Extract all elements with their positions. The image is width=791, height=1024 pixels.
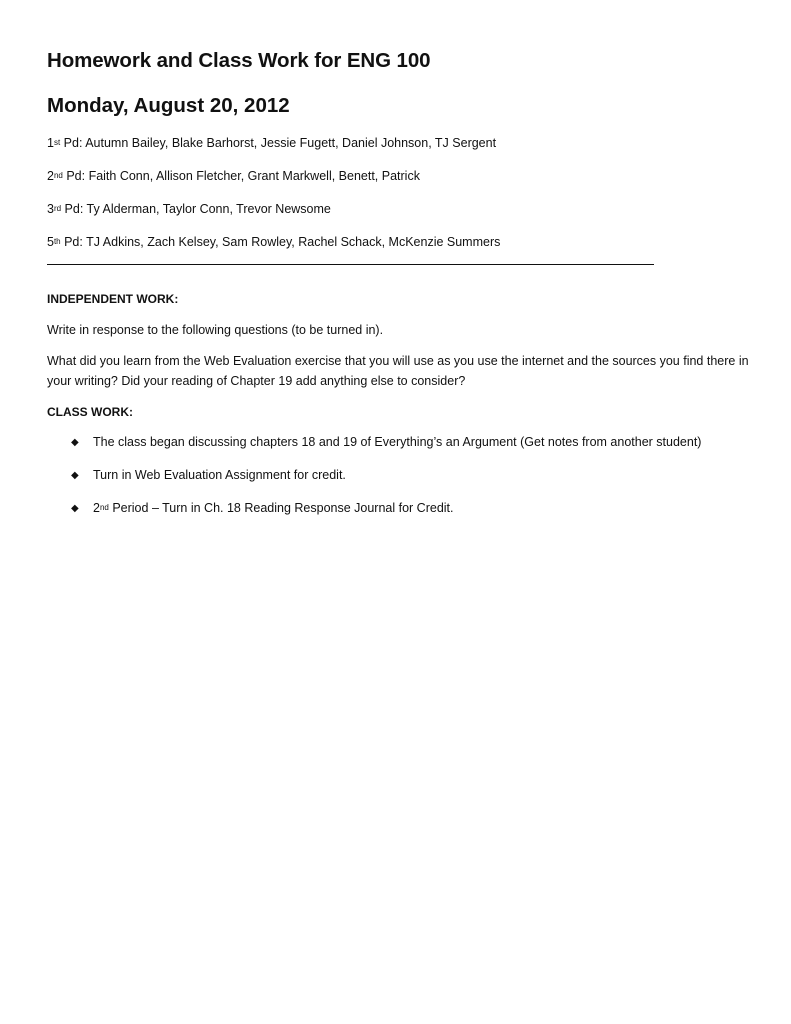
diamond-bullet-icon: ◆ xyxy=(71,437,79,448)
independent-work-heading: INDEPENDENT WORK: xyxy=(47,292,179,306)
ordinal-suffix: nd xyxy=(99,503,109,512)
period-number: 2 xyxy=(47,169,54,183)
roster-line-3rd-period xyxy=(47,202,757,217)
diamond-bullet-icon: ◆ xyxy=(71,470,79,481)
document-title: Homework and Class Work for ENG 100 xyxy=(47,49,431,72)
period-students: Pd: Faith Conn, Allison Fletcher, Grant Markwell, Benett, Patrick xyxy=(62,169,420,183)
horizontal-divider xyxy=(47,264,654,265)
period-roster xyxy=(47,136,757,250)
period-ordinal-suffix: nd xyxy=(53,171,63,180)
independent-work-instruction: Write in response to the following questions (to be turned in). xyxy=(47,323,384,337)
list-item-text: Turn in Web Evaluation Assignment for credit. xyxy=(93,468,346,482)
document-date: Monday, August 20, 2012 xyxy=(47,94,290,117)
document-page xyxy=(47,46,757,534)
period-number: 5 xyxy=(47,235,54,249)
list-item xyxy=(47,501,757,516)
roster-line-5th-period xyxy=(47,235,757,250)
period-number: 3 xyxy=(47,202,54,216)
independent-work-prompt: What did you learn from the Web Evaluation exercise that you will use as you use the internet and the sources you find there in your writing? Did your reading of Chapter 19 add anything else to consider? xyxy=(47,354,749,388)
list-item xyxy=(47,468,757,483)
period-ordinal-suffix: rd xyxy=(53,204,62,213)
list-item xyxy=(47,435,757,450)
diamond-bullet-icon: ◆ xyxy=(71,503,79,514)
list-item-text: Period – Turn in Ch. 18 Reading Response Journal for Credit. xyxy=(108,501,454,515)
roster-line-1st-period xyxy=(47,136,757,151)
period-number: 1 xyxy=(47,136,54,150)
class-work-heading: CLASS WORK: xyxy=(47,405,133,419)
period-students: Pd: Ty Alderman, Taylor Conn, Trevor Newsome xyxy=(61,202,331,216)
period-ordinal-suffix: st xyxy=(53,138,61,147)
class-work-list xyxy=(47,435,757,516)
list-item-prefix: 2 xyxy=(93,501,100,515)
period-ordinal-suffix: th xyxy=(53,237,61,246)
list-item-text: The class began discussing chapters 18 and 19 of Everything’s an Argument (Get notes from another student) xyxy=(93,435,702,449)
roster-line-2nd-period xyxy=(47,169,757,184)
period-students: Pd: Autumn Bailey, Blake Barhorst, Jessie Fugett, Daniel Johnson, TJ Sergent xyxy=(60,136,497,150)
period-students: Pd: TJ Adkins, Zach Kelsey, Sam Rowley, Rachel Schack, McKenzie Summers xyxy=(60,235,501,249)
